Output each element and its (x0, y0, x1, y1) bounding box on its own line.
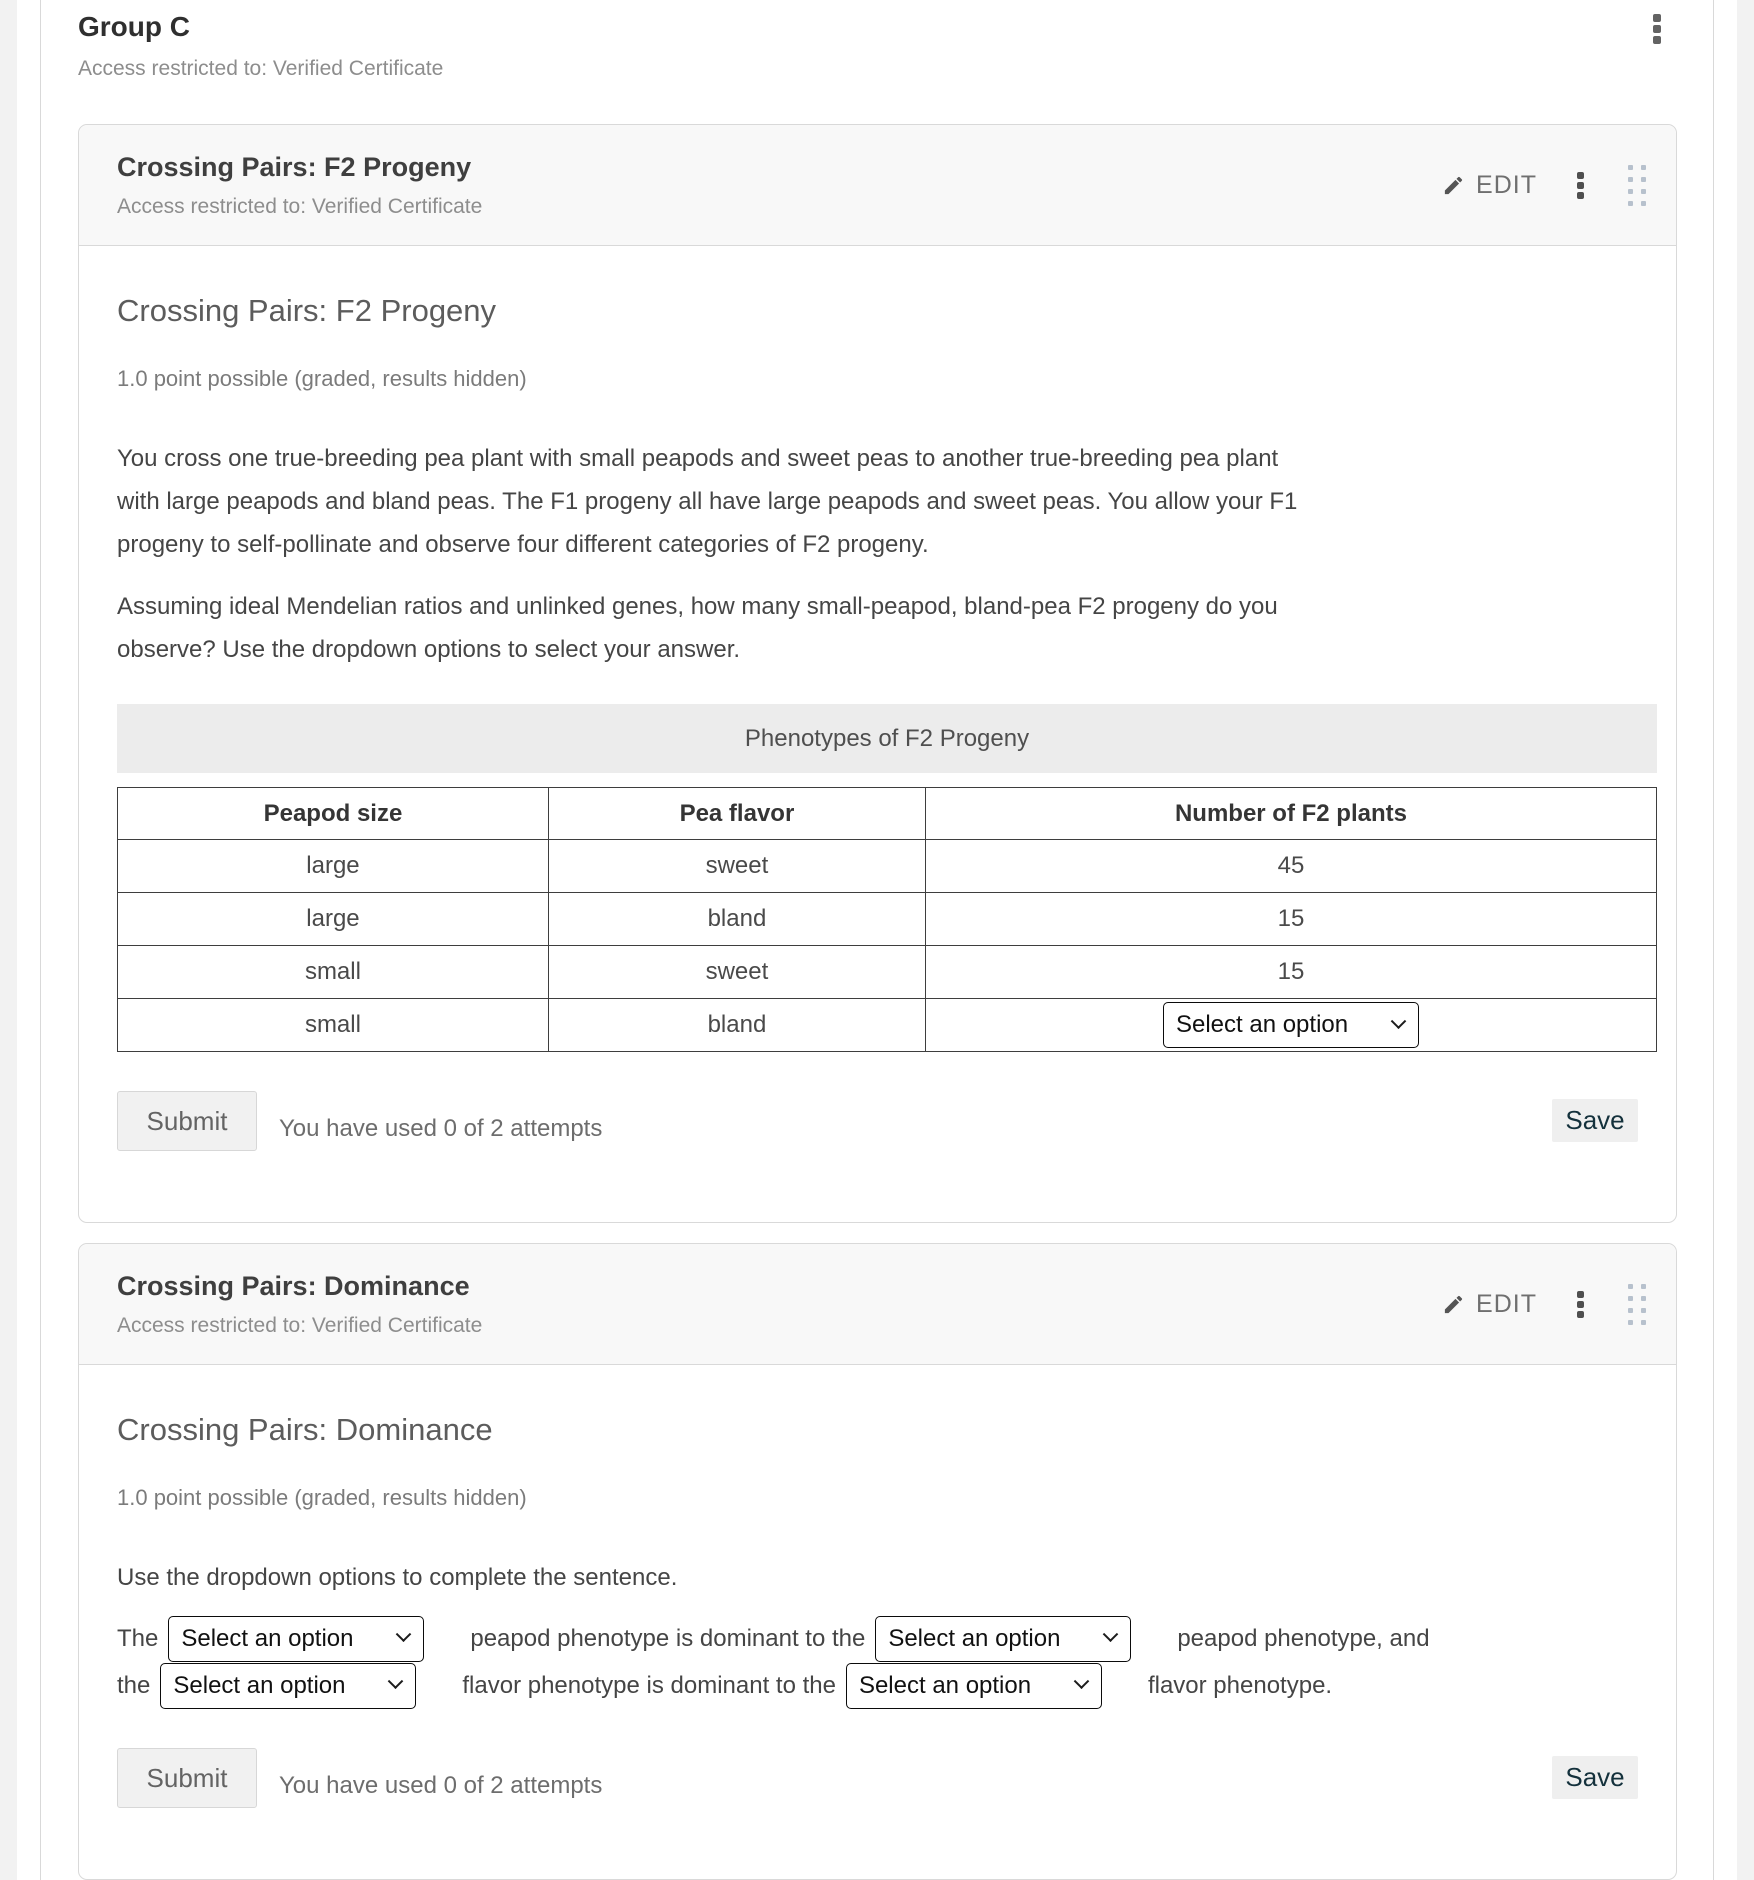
card-kebab-menu-button[interactable] (1575, 168, 1586, 202)
dropdown-selected-value: Select an option (181, 1624, 354, 1652)
problem-title: Crossing Pairs: F2 Progeny (117, 293, 497, 328)
group-title: Group C (78, 11, 190, 42)
phenotypes-table (117, 787, 1657, 1052)
problem-card-f2-progeny (78, 124, 1677, 1223)
instruction-line: Use the dropdown options to complete the sentence. (117, 1564, 678, 1591)
column-header-number-f2: Number of F2 plants (925, 788, 1656, 840)
problem-card-dominance (78, 1243, 1677, 1880)
kebab-menu-icon (1653, 12, 1661, 45)
card-access-note: Access restricted to: Verified Certificate (117, 195, 483, 218)
cell-peapod-size: large (118, 893, 549, 946)
dropdown-sentence (117, 1615, 1638, 1709)
group-access-note: Access restricted to: Verified Certificate (78, 57, 444, 80)
cell-answer (925, 999, 1656, 1052)
action-row (117, 1748, 1638, 1808)
save-button[interactable]: Save (1552, 1756, 1638, 1799)
submit-button[interactable]: Submit (117, 1091, 257, 1151)
kebab-menu-icon (1577, 170, 1584, 200)
table-caption: Phenotypes of F2 Progeny (117, 704, 1657, 773)
cell-number: 15 (925, 893, 1656, 946)
chevron-down-icon (396, 1626, 412, 1642)
edit-button[interactable] (1442, 171, 1537, 200)
peapod-dominant-dropdown[interactable] (168, 1616, 424, 1662)
drag-handle-icon[interactable] (1628, 1284, 1646, 1325)
drag-handle-icon[interactable] (1628, 165, 1646, 206)
edit-button-label: EDIT (1476, 170, 1537, 199)
problem-paragraph (117, 437, 1638, 566)
sentence-text: peapod phenotype, and (1177, 1624, 1430, 1652)
paragraph-line: progeny to self-pollinate and observe four different categories of F2 progeny. (117, 531, 929, 558)
pencil-icon (1442, 174, 1465, 197)
attempts-status: You have used 0 of 2 attempts (279, 1115, 603, 1142)
problem-body (79, 1365, 1676, 1879)
card-controls (1442, 165, 1646, 206)
card-header-text (117, 1268, 482, 1340)
cell-pea-flavor: bland (548, 893, 925, 946)
problem-points: 1.0 point possible (graded, results hidden) (117, 366, 527, 391)
cell-peapod-size: small (118, 946, 549, 999)
card-kebab-menu-button[interactable] (1575, 1287, 1586, 1321)
cell-pea-flavor: bland (548, 999, 925, 1052)
edit-button-label: EDIT (1476, 1289, 1537, 1318)
paragraph-line: with large peapods and bland peas. The F1 progeny all have large peapods and sweet peas. You allow your F1 (117, 488, 1298, 515)
cell-peapod-size: small (118, 999, 549, 1052)
cell-peapod-size: large (118, 840, 549, 893)
paragraph-line: You cross one true-breeding pea plant with small peapods and sweet peas to another true-breeding pea plant (117, 445, 1279, 472)
save-button[interactable]: Save (1552, 1099, 1638, 1142)
pencil-icon (1442, 1293, 1465, 1316)
cell-pea-flavor: sweet (548, 840, 925, 893)
page-container (17, 0, 1737, 1880)
chevron-down-icon (1103, 1626, 1119, 1642)
card-title: Crossing Pairs: F2 Progeny (117, 152, 472, 182)
card-header (79, 1244, 1676, 1365)
group-kebab-menu-button[interactable] (1651, 10, 1663, 47)
unit-editing-area (40, 0, 1714, 1880)
paragraph-line: Assuming ideal Mendelian ratios and unlinked genes, how many small-peapod, bland-pea F2 progeny do you (117, 593, 1278, 620)
column-header-pea-flavor: Pea flavor (548, 788, 925, 840)
cell-number: 45 (925, 840, 1656, 893)
sentence-line (117, 1662, 1638, 1709)
problem-title: Crossing Pairs: Dominance (117, 1412, 493, 1447)
peapod-recessive-dropdown[interactable] (875, 1616, 1131, 1662)
answer-dropdown[interactable] (1163, 1002, 1419, 1048)
chevron-down-icon (388, 1673, 404, 1689)
edit-button[interactable] (1442, 1290, 1537, 1319)
action-row (117, 1091, 1638, 1151)
problem-body (79, 246, 1676, 1222)
sentence-text: the (117, 1671, 151, 1699)
dropdown-selected-value: Select an option (173, 1671, 346, 1699)
submit-button[interactable]: Submit (117, 1748, 257, 1808)
cell-pea-flavor: sweet (548, 946, 925, 999)
card-header (79, 125, 1676, 246)
sentence-text: The (117, 1624, 159, 1652)
attempts-status: You have used 0 of 2 attempts (279, 1772, 603, 1799)
card-title: Crossing Pairs: Dominance (117, 1271, 470, 1301)
paragraph-line: observe? Use the dropdown options to select your answer. (117, 636, 741, 663)
sentence-text: flavor phenotype. (1147, 1671, 1333, 1699)
table-row (118, 946, 1657, 999)
sentence-text: peapod phenotype is dominant to the (470, 1624, 866, 1652)
table-row (118, 999, 1657, 1052)
card-header-text (117, 149, 482, 221)
problem-paragraph (117, 585, 1638, 671)
table-row (118, 840, 1657, 893)
card-controls (1442, 1284, 1646, 1325)
card-access-note: Access restricted to: Verified Certificate (117, 1314, 483, 1337)
kebab-menu-icon (1577, 1289, 1584, 1319)
column-header-peapod-size: Peapod size (118, 788, 549, 840)
table-header-row (118, 788, 1657, 840)
sentence-line (117, 1615, 1638, 1662)
flavor-dominant-dropdown[interactable] (160, 1663, 416, 1709)
dropdown-selected-value: Select an option (1175, 1011, 1349, 1038)
dropdown-selected-value: Select an option (858, 1671, 1032, 1699)
chevron-down-icon (1391, 1013, 1407, 1029)
sentence-text: flavor phenotype is dominant to the (462, 1671, 836, 1699)
problem-points: 1.0 point possible (graded, results hidden) (117, 1485, 527, 1510)
dropdown-selected-value: Select an option (888, 1624, 1061, 1652)
chevron-down-icon (1074, 1673, 1090, 1689)
problem-instruction (117, 1556, 1638, 1599)
cell-number: 15 (925, 946, 1656, 999)
flavor-recessive-dropdown[interactable] (846, 1663, 1102, 1709)
table-row (118, 893, 1657, 946)
